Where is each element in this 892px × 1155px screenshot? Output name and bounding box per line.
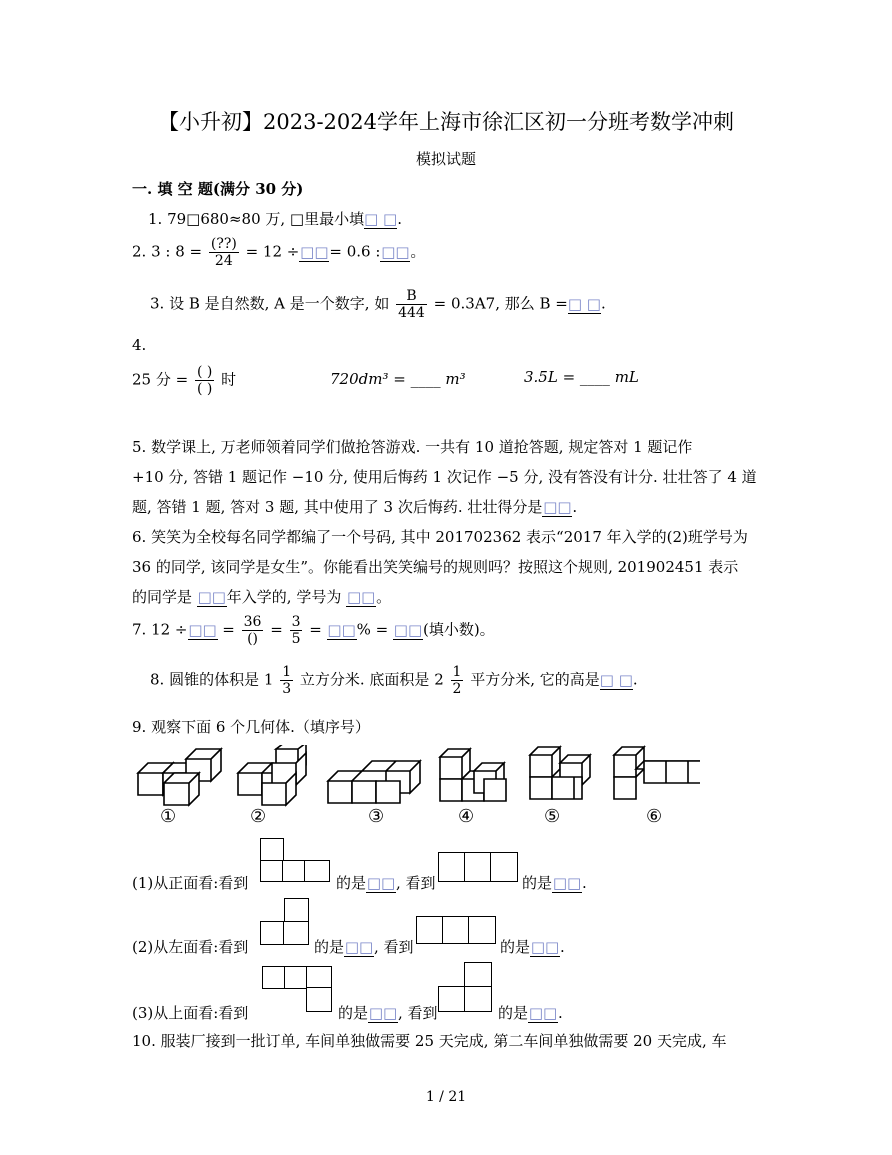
q9-part-2-d: 的是□□. — [500, 938, 565, 956]
q9-part-3-a: (3)从上面看:看到 — [132, 1004, 249, 1022]
question-4-number: 4. — [132, 336, 147, 354]
answer-blank[interactable]: □□ — [366, 874, 396, 892]
q9-part-1-d: 的是□□. — [522, 874, 587, 892]
question-6-line-1: 6. 笑笑为全校每名同学都编了一个号码, 其中 201702362 表示“2017 年入学的(2)班学号为 — [132, 528, 748, 546]
fraction: $\frac{B}{444}$ — [398, 288, 425, 321]
fraction: $\frac{1}{2}$ — [452, 664, 462, 697]
q9-part-2-b: 的是□□, 看到 — [314, 938, 414, 956]
figure-label-3: ③ — [368, 806, 385, 827]
question-3: 3. 设 B 是自然数, A 是一个数字, 如 $\frac{B}{444}$ = 0.3A7, 那么 B =□ □. — [150, 288, 606, 321]
question-4-c: 3.5L = ____ mL — [524, 368, 639, 386]
figure-label-4: ④ — [458, 806, 475, 827]
solid-figure-4 — [440, 749, 506, 801]
answer-blank[interactable]: □□ — [552, 874, 582, 892]
q9-part-3-d: 的是□□. — [498, 1004, 563, 1022]
solid-figures — [130, 745, 700, 810]
page-number: 1 / 21 — [425, 1089, 467, 1105]
solid-figure-2 — [238, 745, 306, 805]
question-10-line-1: 10. 服装厂接到一批订单, 车间单独做需要 25 天完成, 第二车间单独做需要 20 天完成, 车 — [132, 1032, 727, 1050]
answer-blank[interactable]: □ □ — [567, 294, 601, 313]
answer-blank[interactable]: □□ — [393, 620, 423, 639]
answer-blank[interactable]: □□ — [300, 242, 329, 261]
q9-part-3-b: 的是□□, 看到 — [338, 1004, 438, 1022]
solid-figure-5 — [530, 747, 590, 799]
answer-blank[interactable]: □□ — [543, 498, 572, 516]
question-6-line-3: 的同学是 □□年入学的, 学号为 □□。 — [132, 588, 392, 606]
question-5-line-2: +10 分, 答错 1 题记作 −10 分, 使用后悔药 1 次记作 −5 分, 没有答没有计分. 壮壮答了 4 道 — [132, 468, 757, 486]
question-4-a: 25 分 = $\frac{( )}{( )}$ 时 — [132, 364, 237, 397]
answer-blank[interactable]: □□ — [530, 938, 560, 956]
solid-figure-3 — [328, 761, 420, 803]
answer-blank[interactable]: □□ — [188, 620, 217, 639]
fraction: $\frac{36}{()}$ — [243, 614, 262, 647]
solid-figure-6 — [614, 747, 700, 799]
answer-blank[interactable]: □□ — [327, 620, 356, 639]
page-subtitle: 模拟试题 — [415, 150, 476, 168]
question-5-line-1: 5. 数学课上, 万老师领着同学们做抢答游戏. 一共有 10 道抢答题, 规定答对 1 题记作 — [132, 438, 693, 456]
question-4-b: 720dm³ = ____ m³ — [330, 370, 466, 388]
question-8: 8. 圆锥的体积是 1 $\frac{1}{3}$ 立方分米. 底面积是 2 $\frac{1}{2}$ 平方分米, 它的高是□ □. — [150, 664, 638, 697]
q9-part-1-a: (1)从正面看:看到 — [132, 874, 249, 892]
page-title: 【小升初】2023-2024学年上海市徐汇区初一分班考数学冲刺 — [158, 110, 734, 134]
question-2: 2. 3 : 8 = $\frac{(??)}{24}$ = 12 ÷□□= 0.6 :□□。 — [132, 236, 426, 269]
fraction: $\frac{1}{3}$ — [282, 664, 292, 697]
figure-label-2: ② — [250, 806, 267, 827]
question-9-intro: 9. 观察下面 6 个几何体.（填序号） — [132, 718, 370, 736]
question-5-line-3: 题, 答错 1 题, 答对 3 题, 其中使用了 3 次后悔药. 壮壮得分是□□. — [132, 498, 578, 516]
fraction: $\frac{3}{5}$ — [291, 614, 301, 647]
answer-blank[interactable]: □□ — [344, 938, 374, 956]
answer-blank[interactable]: □□ — [368, 1004, 398, 1022]
fraction: $\frac{( )}{( )}$ — [196, 364, 213, 397]
solid-figure-1 — [138, 749, 221, 805]
section-heading: 一. 填 空 题(满分 30 分) — [132, 180, 304, 198]
answer-blank[interactable]: □ □ — [364, 210, 398, 228]
figure-label-5: ⑤ — [544, 806, 561, 827]
question-1: 1. 79□680≈80 万, □里最小填□ □. — [148, 210, 403, 228]
answer-blank[interactable]: □□ — [197, 588, 226, 606]
q9-part-1-b: 的是□□, 看到 — [336, 874, 436, 892]
question-6-line-2: 36 的同学, 该同学是女生”。你能看出笑笑编号的规则吗？按照这个规则, 201902451 表示 — [132, 558, 739, 576]
figure-label-6: ⑥ — [646, 806, 663, 827]
answer-blank[interactable]: □□ — [346, 588, 376, 606]
answer-blank[interactable]: □ □ — [599, 670, 633, 689]
answer-blank[interactable]: □□ — [381, 242, 410, 261]
question-7: 7. 12 ÷□□ = $\frac{36}{()}$ = $\frac{3}{5}$ = □□% = □□(填小数)。 — [132, 614, 495, 647]
fraction: $\frac{(??)}{24}$ — [210, 236, 237, 269]
figure-label-1: ① — [160, 806, 177, 827]
answer-blank[interactable]: □□ — [528, 1004, 558, 1022]
q9-part-2-a: (2)从左面看:看到 — [132, 938, 249, 956]
